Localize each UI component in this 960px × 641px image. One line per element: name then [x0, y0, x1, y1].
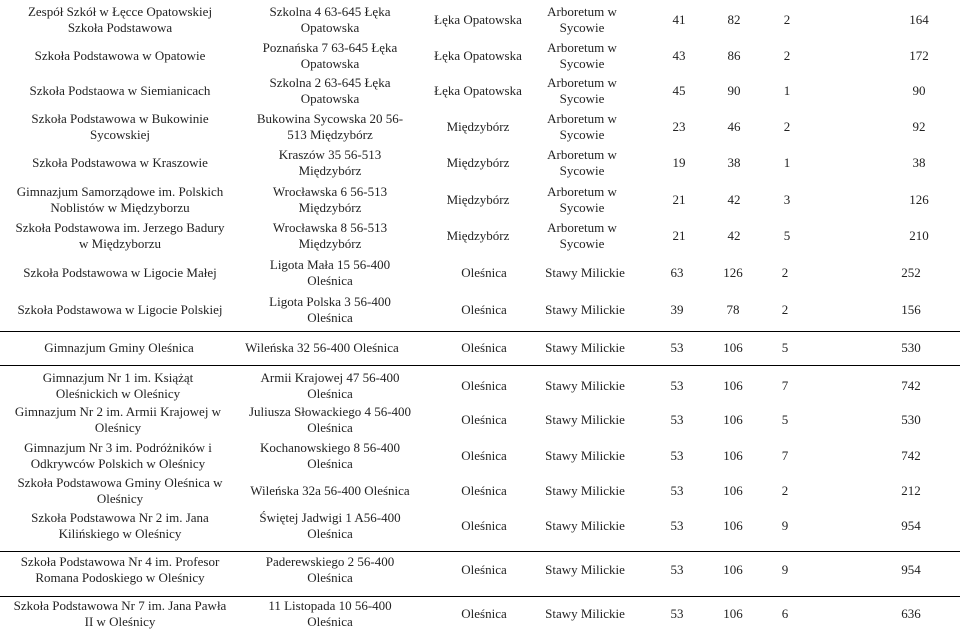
- value-n1: 63: [670, 264, 684, 280]
- school-name-line: Szkoła Podstawowa w Ligocie Polskiej: [17, 301, 223, 317]
- school-address-line: Opatowska: [300, 91, 360, 106]
- value-n2: 106: [723, 482, 743, 498]
- school-address-line: Juliusza Słowackiego 4 56-400: [248, 403, 412, 419]
- unit-name-line: Arboretum w: [547, 183, 617, 199]
- school-address: [270, 75, 391, 108]
- unit-name: [545, 378, 625, 395]
- gmina: Oleśnica: [461, 561, 507, 577]
- unit-name-line: Sycowie: [559, 200, 605, 215]
- unit-name-line: Stawy Milickie: [545, 377, 625, 393]
- gmina: Międzybórz: [446, 118, 510, 134]
- school-address: [245, 340, 399, 357]
- school-name-line: Szkoła Podstawowa w Opatowie: [34, 47, 206, 63]
- unit-name-line: Stawy Milickie: [545, 301, 625, 317]
- value-n2: 38: [727, 154, 741, 170]
- school-name: [32, 155, 208, 172]
- value-n1: 53: [670, 517, 684, 533]
- gmina: Oleśnica: [461, 377, 507, 393]
- school-name: [15, 404, 221, 437]
- school-name-line: Szkoła Podstawowa w Kraszowie: [32, 154, 208, 170]
- school-address-line: 11 Listopada 10 56-400: [268, 597, 392, 613]
- school-name: [21, 554, 220, 587]
- unit-name: [547, 40, 617, 73]
- unit-name-line: Stawy Milickie: [545, 517, 625, 533]
- unit-name-line: Sycowie: [559, 127, 605, 142]
- value-n3: 2: [783, 118, 791, 134]
- school-address: [273, 220, 387, 253]
- value-n4: 954: [901, 517, 921, 533]
- school-name-line: Szkoła Podstawowa Nr 4 im. Profesor: [20, 553, 220, 569]
- school-address: [263, 40, 398, 73]
- school-address-line: Opatowska: [300, 20, 360, 35]
- value-n4: 90: [912, 82, 926, 98]
- unit-name: [545, 340, 625, 357]
- unit-name-line: Stawy Milickie: [545, 605, 625, 621]
- school-name: [35, 48, 206, 65]
- school-address: [257, 111, 403, 144]
- gmina: Oleśnica: [461, 264, 507, 280]
- school-address-line: Kochanowskiego 8 56-400: [259, 439, 401, 455]
- value-n4: 954: [901, 561, 921, 577]
- school-address-line: Wileńska 32 56-400 Oleśnica: [245, 339, 399, 355]
- gmina: Łęka Opatowska: [434, 82, 522, 98]
- school-name-line: Oleśnickich w Oleśnicy: [55, 386, 181, 401]
- unit-name-line: Stawy Milickie: [545, 264, 625, 280]
- unit-name: [547, 220, 617, 253]
- school-address-line: Szkolna 2 63-645 Łęka: [269, 74, 391, 90]
- value-n1: 23: [672, 118, 686, 134]
- value-n4: 126: [909, 191, 929, 207]
- school-name-line: II w Oleśnicy: [84, 614, 156, 629]
- unit-name: [545, 265, 625, 282]
- value-n4: 742: [901, 377, 921, 393]
- value-n1: 53: [670, 411, 684, 427]
- school-address-line: Kraszów 35 56-513: [278, 146, 382, 162]
- value-n1: 53: [670, 377, 684, 393]
- unit-name: [545, 412, 625, 429]
- unit-name-line: Arboretum w: [547, 110, 617, 126]
- unit-name-line: Stawy Milickie: [545, 447, 625, 463]
- school-address-line: Poznańska 7 63-645 Łęka: [262, 39, 398, 55]
- school-address-line: Świętej Jadwigi 1 A56-400: [259, 509, 401, 525]
- school-address-line: Międzybórz: [298, 236, 362, 251]
- school-name-line: Szkoła Podstawowa Gminy Oleśnica w: [17, 474, 223, 490]
- school-address: [269, 294, 391, 327]
- school-name: [15, 220, 224, 253]
- unit-name-line: Sycowie: [559, 163, 605, 178]
- value-n3: 2: [783, 47, 791, 63]
- school-address: [270, 257, 390, 290]
- value-n1: 39: [670, 301, 684, 317]
- school-address-line: Oleśnica: [307, 386, 353, 401]
- school-name-line: Noblistów w Międzyborzu: [50, 200, 190, 215]
- value-n3: 1: [783, 82, 791, 98]
- unit-name-line: Sycowie: [559, 20, 605, 35]
- school-address: [273, 184, 387, 217]
- gmina: Oleśnica: [461, 301, 507, 317]
- school-name: [43, 370, 194, 403]
- unit-name-line: Arboretum w: [547, 39, 617, 55]
- school-address-line: 513 Międzybórz: [287, 127, 373, 142]
- school-name-line: Odkrywców Polskich w Oleśnicy: [30, 456, 206, 471]
- gmina: Oleśnica: [461, 482, 507, 498]
- school-name: [14, 598, 227, 631]
- value-n3: 5: [781, 411, 789, 427]
- unit-name-line: Stawy Milickie: [545, 411, 625, 427]
- value-n2: 90: [727, 82, 741, 98]
- school-address: [260, 440, 400, 473]
- value-n4: 530: [901, 339, 921, 355]
- value-n2: 106: [723, 561, 743, 577]
- value-n4: 742: [901, 447, 921, 463]
- school-address: [268, 598, 391, 631]
- unit-name-line: Stawy Milickie: [545, 561, 625, 577]
- school-name-line: Sycowskiej: [90, 127, 150, 142]
- gmina: Oleśnica: [461, 605, 507, 621]
- value-n2: 42: [727, 191, 741, 207]
- unit-name: [545, 483, 625, 500]
- unit-name-line: Stawy Milickie: [545, 339, 625, 355]
- value-n2: 126: [723, 264, 743, 280]
- value-n2: 42: [727, 227, 741, 243]
- school-name-line: Gimnazjum Gminy Oleśnica: [44, 339, 194, 355]
- school-name: [30, 83, 211, 100]
- school-address-line: Oleśnica: [307, 570, 353, 585]
- school-name-line: Gimnazjum Samorządowe im. Polskich: [16, 183, 224, 199]
- value-n3: 9: [781, 517, 789, 533]
- unit-name-line: Sycowie: [559, 91, 605, 106]
- school-address-line: Ligota Mała 15 56-400: [269, 256, 391, 272]
- unit-name: [545, 606, 625, 623]
- value-n3: 9: [781, 561, 789, 577]
- gmina: Łęka Opatowska: [434, 11, 522, 27]
- school-name-line: Szkoła Podstawowa w Bukowinie: [31, 110, 209, 126]
- value-n3: 2: [783, 11, 791, 27]
- school-name: [23, 265, 217, 282]
- unit-name: [545, 448, 625, 465]
- value-n1: 53: [670, 561, 684, 577]
- value-n2: 106: [723, 605, 743, 621]
- school-name: [28, 4, 212, 37]
- value-n3: 7: [781, 447, 789, 463]
- school-address-line: Szkolna 4 63-645 Łęka: [269, 3, 391, 19]
- section-divider: [0, 331, 960, 332]
- school-address-line: Ligota Polska 3 56-400: [269, 293, 391, 309]
- unit-name: [547, 147, 617, 180]
- school-name: [31, 111, 208, 144]
- value-n2: 106: [723, 339, 743, 355]
- school-name-line: Gimnazjum Nr 3 im. Podróżników i: [24, 439, 212, 455]
- school-address-line: Oleśnica: [307, 456, 353, 471]
- school-name-line: Gimnazjum Nr 2 im. Armii Krajowej w: [14, 403, 222, 419]
- gmina: Międzybórz: [446, 154, 510, 170]
- school-address-line: Oleśnica: [307, 310, 353, 325]
- unit-name: [545, 562, 625, 579]
- unit-name-line: Sycowie: [559, 56, 605, 71]
- unit-name: [547, 111, 617, 144]
- school-name: [17, 302, 222, 319]
- school-address-line: Międzybórz: [298, 163, 362, 178]
- school-name-line: Zespół Szkół w Łęcce Opatowskiej: [27, 3, 213, 19]
- value-n4: 38: [912, 154, 926, 170]
- school-address: [279, 147, 382, 180]
- value-n4: 252: [901, 264, 921, 280]
- value-n4: 164: [909, 11, 929, 27]
- school-name-line: Gimnazjum Nr 1 im. Książąt: [42, 369, 194, 385]
- value-n2: 78: [726, 301, 740, 317]
- school-address-line: Wileńska 32a 56-400 Oleśnica: [250, 482, 410, 498]
- school-address-line: Bukowina Sycowska 20 56-: [256, 110, 404, 126]
- gmina: Oleśnica: [461, 447, 507, 463]
- unit-name-line: Sycowie: [559, 236, 605, 251]
- school-name-line: Oleśnicy: [96, 491, 144, 506]
- value-n3: 1: [783, 154, 791, 170]
- value-n2: 46: [727, 118, 741, 134]
- unit-name: [547, 184, 617, 217]
- value-n4: 636: [901, 605, 921, 621]
- value-n2: 106: [723, 411, 743, 427]
- unit-name: [547, 4, 617, 37]
- school-name-line: w Międzyborzu: [79, 236, 161, 251]
- school-name: [17, 475, 222, 508]
- value-n3: 5: [783, 227, 791, 243]
- school-address: [260, 370, 399, 403]
- unit-name-line: Arboretum w: [547, 219, 617, 235]
- school-address-line: Oleśnica: [307, 526, 353, 541]
- value-n4: 156: [901, 301, 921, 317]
- value-n3: 2: [781, 264, 789, 280]
- gmina: Międzybórz: [446, 191, 510, 207]
- school-address-line: Oleśnica: [307, 420, 353, 435]
- value-n1: 45: [672, 82, 686, 98]
- value-n1: 53: [670, 482, 684, 498]
- section-divider: [0, 596, 960, 597]
- value-n3: 2: [781, 482, 789, 498]
- school-name: [17, 184, 224, 217]
- value-n3: 7: [781, 377, 789, 393]
- gmina: Oleśnica: [461, 411, 507, 427]
- value-n1: 43: [672, 47, 686, 63]
- value-n1: 19: [672, 154, 686, 170]
- school-address-line: Wrocławska 8 56-513: [272, 219, 388, 235]
- value-n3: 2: [781, 301, 789, 317]
- school-address-line: Oleśnica: [307, 614, 353, 629]
- school-name-line: Oleśnicy: [94, 420, 142, 435]
- school-name-line: Kilińskiego w Oleśnicy: [58, 526, 182, 541]
- value-n2: 82: [727, 11, 741, 27]
- value-n4: 212: [901, 482, 921, 498]
- unit-name: [545, 518, 625, 535]
- school-address-line: Opatowska: [300, 56, 360, 71]
- value-n4: 92: [912, 118, 926, 134]
- school-address-line: Międzybórz: [298, 200, 362, 215]
- value-n2: 106: [723, 517, 743, 533]
- school-name-line: Szkoła Podstawowa im. Jerzego Badury: [15, 219, 225, 235]
- school-address: [270, 4, 391, 37]
- value-n1: 53: [670, 339, 684, 355]
- school-name: [31, 510, 209, 543]
- school-address: [250, 483, 409, 500]
- gmina: Oleśnica: [461, 339, 507, 355]
- section-divider: [0, 551, 960, 552]
- school-name: [24, 440, 212, 473]
- value-n2: 106: [723, 377, 743, 393]
- value-n1: 21: [672, 227, 686, 243]
- value-n1: 21: [672, 191, 686, 207]
- value-n3: 3: [783, 191, 791, 207]
- school-name-line: Romana Podoskiego w Oleśnicy: [35, 570, 205, 585]
- unit-name: [545, 302, 625, 319]
- value-n3: 6: [781, 605, 789, 621]
- value-n2: 86: [727, 47, 741, 63]
- school-address: [249, 404, 411, 437]
- gmina: Oleśnica: [461, 517, 507, 533]
- gmina: Łęka Opatowska: [434, 47, 522, 63]
- value-n1: 53: [670, 447, 684, 463]
- school-name-line: Szkoła Podstawowa Nr 7 im. Jana Pawła: [13, 597, 227, 613]
- unit-name-line: Arboretum w: [547, 146, 617, 162]
- school-address-line: Wrocławska 6 56-513: [272, 183, 388, 199]
- school-address-line: Paderewskiego 2 56-400: [265, 553, 395, 569]
- unit-name-line: Arboretum w: [547, 74, 617, 90]
- school-name-line: Szkoła Podstawowa Nr 2 im. Jana: [31, 509, 209, 525]
- value-n1: 41: [672, 11, 686, 27]
- school-name: [44, 340, 193, 357]
- section-divider: [0, 365, 960, 366]
- value-n1: 53: [670, 605, 684, 621]
- school-name-line: Szkoła Podstaowa w Siemianicach: [29, 82, 211, 98]
- unit-name: [547, 75, 617, 108]
- school-name-line: Szkoła Podstawowa: [67, 20, 173, 35]
- value-n2: 106: [723, 447, 743, 463]
- gmina: Międzybórz: [446, 227, 510, 243]
- school-address-line: Armii Krajowej 47 56-400: [260, 369, 400, 385]
- value-n4: 172: [909, 47, 929, 63]
- value-n3: 5: [781, 339, 789, 355]
- school-address: [259, 510, 400, 543]
- value-n4: 530: [901, 411, 921, 427]
- school-name-line: Szkoła Podstawowa w Ligocie Małej: [23, 264, 217, 280]
- value-n4: 210: [909, 227, 929, 243]
- unit-name-line: Stawy Milickie: [545, 482, 625, 498]
- school-address-line: Oleśnica: [307, 273, 353, 288]
- unit-name-line: Arboretum w: [547, 3, 617, 19]
- school-address: [266, 554, 395, 587]
